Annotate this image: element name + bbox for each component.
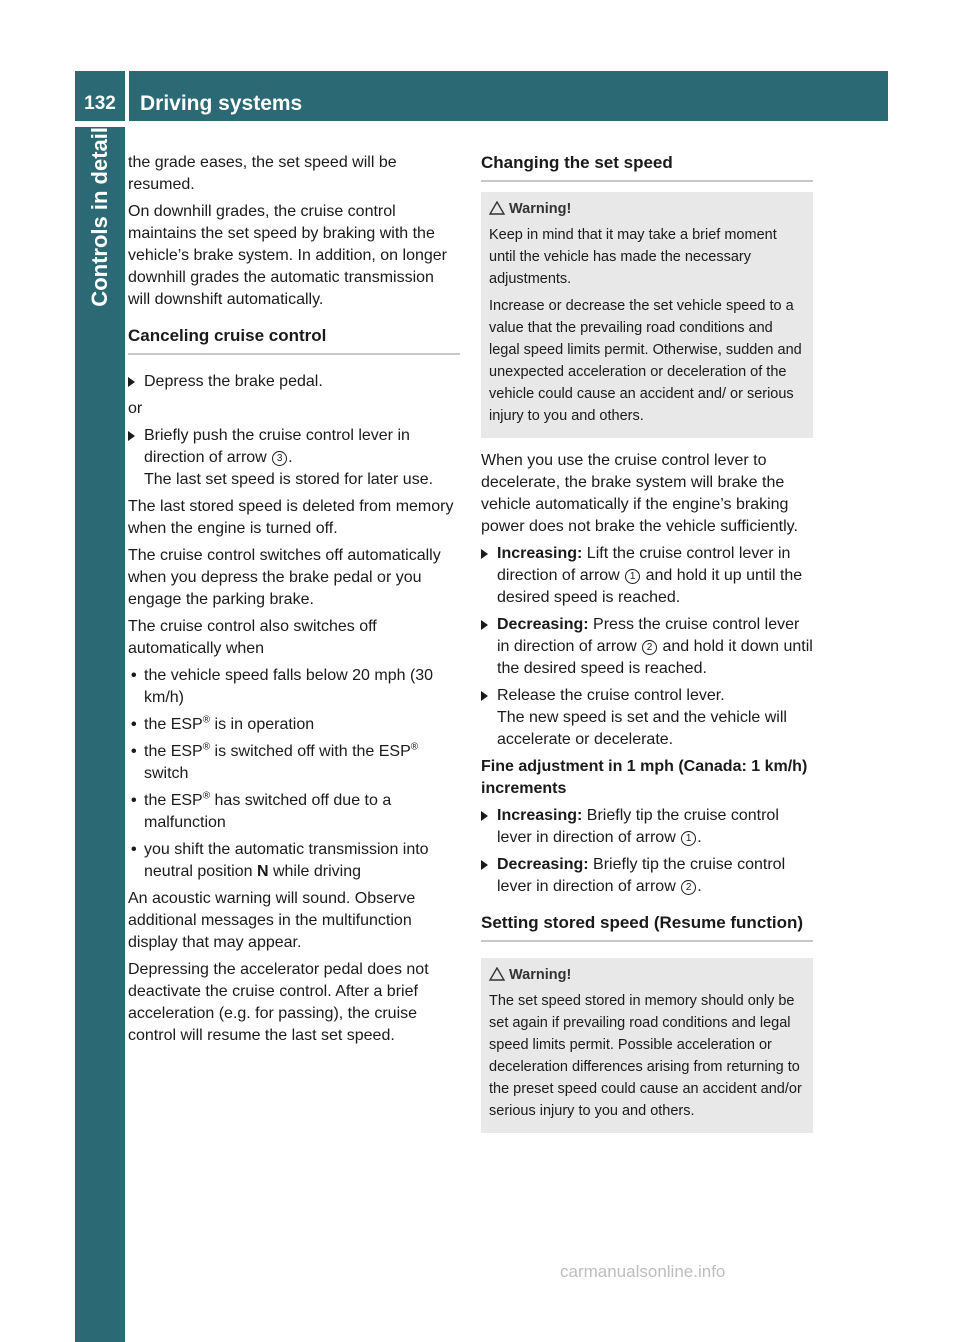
warning-box bbox=[481, 192, 813, 438]
warning-title: Warning! bbox=[489, 198, 805, 220]
switches-text: The cruise control switches off automatically when you depress the brake pedal or you engage the parking brake. bbox=[128, 547, 441, 608]
step-release: Release the cruise control lever. The new speed is set and the vehicle will accelerate or decelerate. bbox=[481, 685, 813, 751]
arrow-icon bbox=[128, 377, 135, 387]
step-push-lever: Briefly push the cruise control lever in direction of arrow 3 . The last set speed is stored for later use. bbox=[128, 425, 460, 491]
arrow-icon bbox=[128, 431, 135, 441]
resume-heading: Setting stored speed (Resume function) bbox=[481, 912, 813, 942]
arrow-icon bbox=[481, 549, 488, 559]
fine-adjust-heading: Fine adjustment in 1 mph (Canada: 1 km/h) increments bbox=[481, 758, 808, 797]
lever-text: When you use the cruise control lever to decelerate, the brake system will brake the vehicle automatically if the engine’s braking power does not brake the vehicle sufficiently. bbox=[481, 452, 798, 535]
deleted-text: The last stored speed is deleted from memory when the engine is turned off. bbox=[128, 498, 454, 537]
list-item: • the ESP® is switched off with the ESP® switch bbox=[131, 741, 419, 782]
cancel-heading: Canceling cruise control bbox=[128, 325, 460, 355]
intro-text-2: On downhill grades, the cruise control maintains the set speed by braking with the vehicle’s brake system. In addition, on longer downhill grades the automatic transmission will downshift automatically. bbox=[128, 203, 447, 308]
accelerator-text: Depressing the accelerator pedal does not deactivate the cruise control. After a brief acceleration (e.g. for passing), the cruise control will resume the last set speed. bbox=[128, 961, 429, 1044]
step-decreasing: Decreasing: Press the cruise control lever in direction of arrow 2 and hold it down until the desired speed is reached. bbox=[481, 614, 813, 680]
change-speed-heading: Changing the set speed bbox=[481, 152, 813, 182]
side-tab-label: Controls in detail bbox=[87, 127, 112, 307]
circled-number-icon: 2 bbox=[681, 880, 696, 895]
circled-number-icon: 2 bbox=[642, 640, 657, 655]
warning-box bbox=[481, 958, 813, 1133]
arrow-icon bbox=[481, 691, 488, 701]
step-fine-increasing: Increasing: Briefly tip the cruise control lever in direction of arrow 1 . bbox=[481, 805, 813, 849]
section-title: Driving systems bbox=[140, 92, 303, 115]
list-item: • the ESP® is in operation bbox=[131, 714, 315, 733]
acoustic-text: An acoustic warning will sound. Observe additional messages in the multifunction display that may appear. bbox=[128, 890, 416, 951]
step-brake: Depress the brake pedal. bbox=[128, 371, 460, 393]
list-item: • the vehicle speed falls below 20 mph (30 km/h) bbox=[131, 667, 434, 706]
circled-number-icon: 1 bbox=[625, 569, 640, 584]
step-fine-decreasing: Decreasing: Briefly tip the cruise control lever in direction of arrow 2 . bbox=[481, 854, 813, 898]
list-item: • the ESP® has switched off due to a malfunction bbox=[131, 790, 392, 831]
warning-text: Keep in mind that it may take a brief moment until the vehicle has made the necessary adjustments. bbox=[489, 227, 777, 287]
right-column bbox=[481, 152, 813, 1145]
step-increasing: Increasing: Lift the cruise control lever in direction of arrow 1 and hold it up until the desired speed is reached. bbox=[481, 543, 813, 609]
circled-number-icon: 1 bbox=[681, 831, 696, 846]
watermark: carmanualsonline.info bbox=[560, 1262, 726, 1281]
warning-triangle-icon bbox=[489, 201, 505, 215]
also-text: The cruise control also switches off automatically when bbox=[128, 618, 377, 657]
list-item: • you shift the automatic transmission into neutral position N while driving bbox=[131, 841, 429, 880]
warning-text: The set speed stored in memory should only be set again if prevailing road conditions and legal speed limits permit. Possible acceleration or deceleration differences arising from returning to the preset speed could cause an accident and/or serious injury to you and others. bbox=[489, 993, 802, 1119]
arrow-icon bbox=[481, 860, 488, 870]
arrow-icon bbox=[481, 620, 488, 630]
warning-text: Increase or decrease the set vehicle speed to a value that the prevailing road conditions and legal speed limits permit. Otherwise, sudden and unexpected acceleration or deceleration of the vehicle could cause an accident and/ or serious injury to you and others. bbox=[489, 298, 802, 424]
warning-triangle-icon bbox=[489, 967, 505, 981]
side-tab-label-wrap bbox=[75, 127, 125, 427]
warning-title: Warning! bbox=[489, 964, 805, 986]
circled-number-icon: 3 bbox=[272, 451, 287, 466]
arrow-icon bbox=[481, 811, 488, 821]
left-column bbox=[128, 152, 460, 1052]
intro-text-1: the grade eases, the set speed will be resumed. bbox=[128, 154, 397, 193]
header-divider bbox=[125, 71, 129, 121]
or-text: or bbox=[128, 400, 143, 417]
page-number: 132 bbox=[84, 93, 116, 114]
